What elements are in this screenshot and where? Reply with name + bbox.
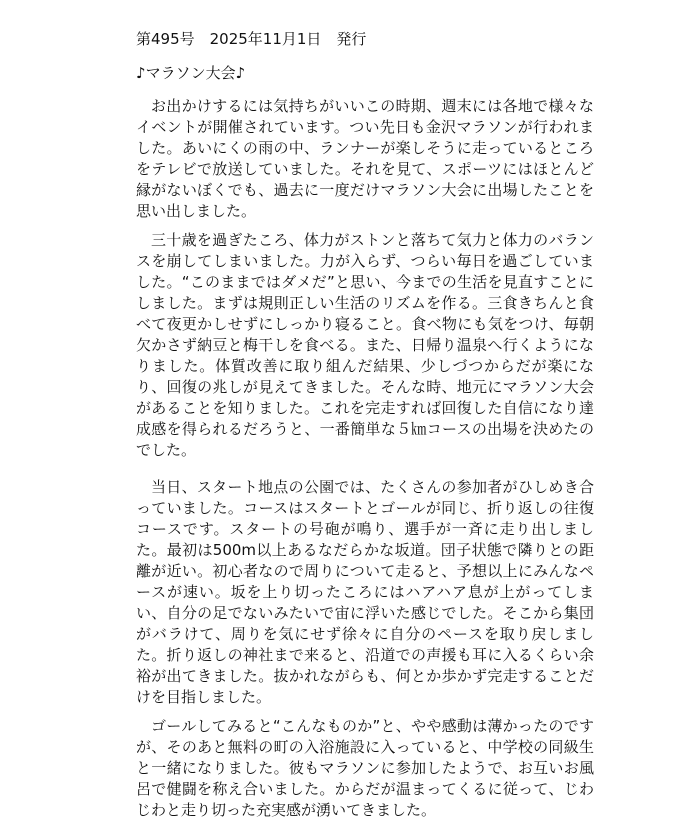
paragraph-4: ゴールしてみると“こんなものか”と、やや感動は薄かったのですが、そのあと無料の町の入浴施設に入っていると、中学校の同級生と一緒になりました。彼もマラソンに参加したようで、お互いお風呂で健闘を称え合いました。からだが温まってくるに従って、じわじわと走り切った充実感が湧いてきました。	[136, 717, 594, 819]
issue-line: 第495号 2025年11月1日 発行	[136, 30, 367, 48]
paragraph-3: 当日、スタート地点の公園では、たくさんの参加者がひしめき合っていました。コースはスタートとゴールが同じ、折り返しの往復コースです。スタートの号砲が鳴り、選手が一斉に走り出しました。最初は500m以上あるなだらかな坂道。団子状態で隣りとの距離が近い。初心者なので周りについて走ると、予想以上にみんなペースが速い。坂を上り切ったころにはハアハア息が上がってしまい、自分の足でないみたいで宙に浮いた感じでした。そこから集団がバラけて、周りを気にせず徐々に自分のペースを取り戻しました。折り返しの神社まで来ると、沿道での声援も耳に入るくらい余裕が出てきました。抜かれながらも、何とか歩かず完走することだけを目指しました。	[136, 478, 594, 706]
newsletter-page	[136, 28, 594, 829]
paragraph-1: お出かけするには気持ちがいいこの時期、週末には各地で様々なイベントが開催されています。つい先日も金沢マラソンが行われました。あいにくの雨の中、ランナーが楽しそうに走っているところをテレビで放送していました。それを見て、スポーツにはほとんど縁がないぼくでも、過去に一度だけマラソン大会に出場したことを思い出しました。	[136, 97, 594, 220]
article-title: ♪マラソン大会♪	[136, 64, 246, 82]
paragraph-2: 三十歳を過ぎたころ、体力がストンと落ちて気力と体力のバランスを崩してしまいました。力が入らず、つらい毎日を過ごしていました。“このままではダメだ”と思い、今までの生活を見直すことにしました。まずは規則正しい生活のリズムを作る。三食きちんと食べて夜更かしせずにしっかり寝ること。食べ物にも気をつけ、毎朝欠かさず納豆と梅干しを食べる。また、日帰り温泉へ行くようになりました。体質改善に取り組んだ結果、少しづつからだが楽になり、回復の兆しが見えてきました。そんな時、地元にマラソン大会があることを知りました。これを完走すれば回復した自信になり達成感を得られるだろうと、一番簡単な５㎞コースの出場を決めたのでした。	[136, 231, 594, 459]
